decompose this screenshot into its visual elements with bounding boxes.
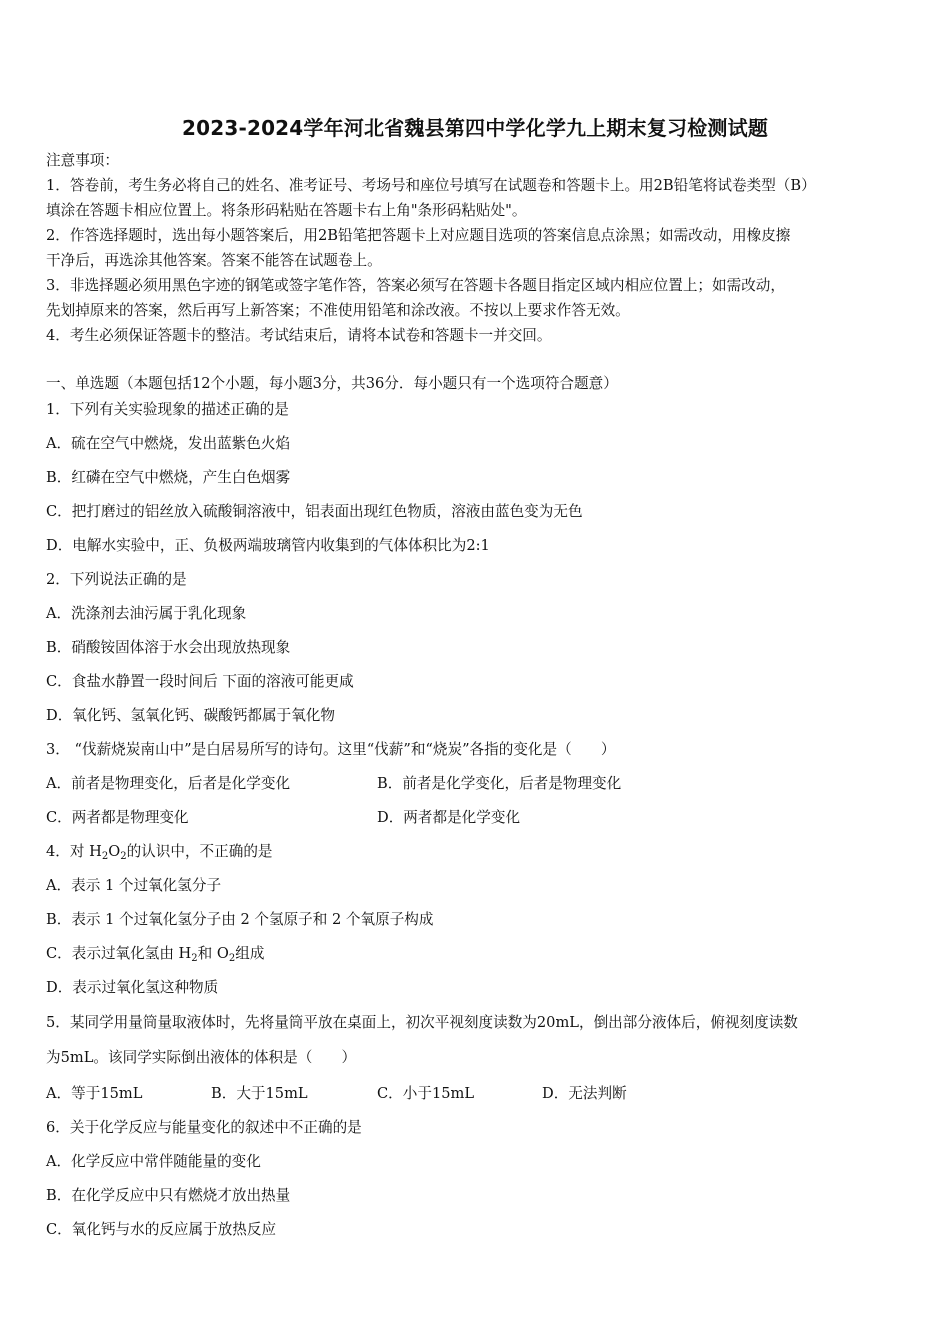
notice-line: 干净后，再选涂其他答案。答案不能答在试题卷上。	[46, 252, 382, 269]
q2-option-b: B．硝酸铵固体溶于水会出现放热现象	[46, 639, 291, 656]
q2-option-c: C．食盐水静置一段时间后 下面的溶液可能更咸	[46, 673, 354, 690]
q4-option-b: B．表示 1 个过氧化氢分子由 2 个氢原子和 2 个氧原子构成	[46, 911, 434, 928]
q5-option-a: A．等于15mL	[46, 1085, 143, 1102]
q1-option-c: C．把打磨过的铝丝放入硫酸铜溶液中，铝表面出现红色物质，溶液由蓝色变为无色	[46, 503, 583, 520]
q3-option-a: A．前者是物理变化，后者是化学变化	[46, 775, 291, 792]
q4-option-d: D．表示过氧化氢这种物质	[46, 979, 219, 996]
q2-stem: 2．下列说法正确的是	[46, 571, 187, 588]
q6-option-b: B．在化学反应中只有燃烧才放出热量	[46, 1187, 291, 1204]
notice-line: 2．作答选择题时，选出每小题答案后，用2B铅笔把答题卡上对应题目选项的答案信息点涂黑；如需改动，用橡皮擦	[46, 227, 791, 244]
q3-option-b: B．前者是化学变化，后者是物理变化	[377, 775, 622, 792]
notice-heading: 注意事项：	[46, 152, 119, 169]
q5-option-b: B．大于15mL	[211, 1085, 308, 1102]
q2-option-d: D．氧化钙、氢氧化钙、碳酸钙都属于氧化物	[46, 707, 335, 724]
q3-option-d: D．两者都是化学变化	[377, 809, 521, 826]
q5-option-c: C．小于15mL	[377, 1085, 475, 1102]
q2-option-a: A．洗涤剂去油污属于乳化现象	[46, 605, 247, 622]
q4-option-a: A．表示 1 个过氧化氢分子	[46, 877, 222, 894]
q4-option-c: C．表示过氧化氢由 $H_2$和 $O_2$组成	[46, 945, 265, 964]
notice-line: 4．考生必须保证答题卡的整洁。考试结束后，请将本试卷和答题卡一并交回。	[46, 327, 552, 344]
q5-option-d: D．无法判断	[542, 1085, 627, 1102]
q1-option-a: A．硫在空气中燃烧，发出蓝紫色火焰	[46, 435, 291, 452]
notice-line: 先划掉原来的答案，然后再写上新答案；不准使用铅笔和涂改液。不按以上要求作答无效。	[46, 302, 630, 319]
q5-stem-cont: 为5mL。该同学实际倒出液体的体积是（ ）	[46, 1049, 357, 1066]
page-title: 2023-2024学年河北省魏县第四中学化学九上期末复习检测试题	[181, 116, 769, 140]
q3-option-c: C．两者都是物理变化	[46, 809, 189, 826]
q4-stem: 4．对 $H_2O_2$的认识中，不正确的是	[46, 843, 273, 862]
q1-stem: 1．下列有关实验现象的描述正确的是	[46, 401, 289, 418]
q1-option-d: D．电解水实验中，正、负极两端玻璃管内收集到的气体体积比为2:1	[46, 537, 490, 554]
notice-line: 1．答卷前，考生务必将自己的姓名、准考证号、考场号和座位号填写在试题卷和答题卡上。用2B铅笔将试卷类型（B）	[46, 177, 816, 194]
q6-option-a: A．化学反应中常伴随能量的变化	[46, 1153, 261, 1170]
notice-line: 3．非选择题必须用黑色字迹的钢笔或签字笔作答，答案必须写在答题卡各题目指定区域内相应位置上；如需改动，	[46, 277, 785, 294]
section-heading: 一、单选题（本题包括12个小题，每小题3分，共36分．每小题只有一个选项符合题意）	[46, 375, 618, 392]
q5-stem: 5．某同学用量筒量取液体时，先将量筒平放在桌面上，初次平视刻度读数为20mL，倒出部分液体后，俯视刻度读数	[46, 1014, 798, 1031]
notice-line: 填涂在答题卡相应位置上。将条形码粘贴在答题卡右上角"条形码粘贴处"。	[46, 202, 527, 219]
q6-option-c: C．氧化钙与水的反应属于放热反应	[46, 1221, 277, 1238]
q1-option-b: B．红磷在空气中燃烧，产生白色烟雾	[46, 469, 291, 486]
q3-stem: 3． “伐薪烧炭南山中”是白居易所写的诗句。这里“伐薪”和“烧炭”各指的变化是（ ）	[46, 741, 616, 758]
q6-stem: 6．关于化学反应与能量变化的叙述中不正确的是	[46, 1119, 362, 1136]
